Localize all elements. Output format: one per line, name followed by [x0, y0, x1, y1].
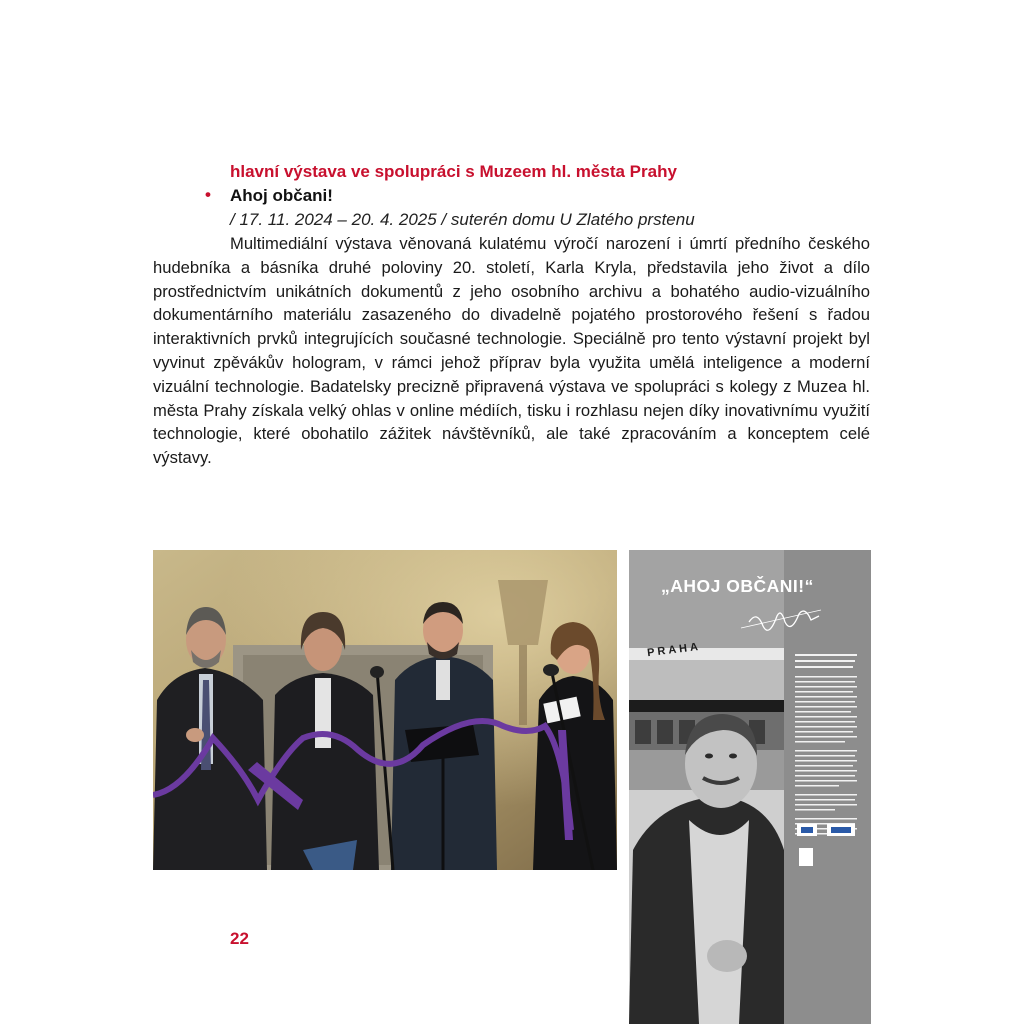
exhibition-dates-location: / 17. 11. 2024 – 20. 4. 2025 / suterén domu U Zlatého prstenu: [230, 210, 695, 229]
ribbon-cutting-photo: [153, 550, 617, 870]
page-number: 22: [230, 929, 249, 948]
poster-illustration: [629, 550, 871, 1024]
airport-sign: PRAHA: [646, 640, 702, 660]
exhibition-poster-photo: [629, 550, 871, 1024]
ribbon-cutting-illustration: [153, 550, 617, 870]
section-heading: hlavní výstava ve spolupráci s Muzeem hl. města Prahy: [230, 162, 677, 181]
bullet-marker: •: [205, 185, 211, 204]
exhibition-description: Multimediální výstava věnovaná kulatému výročí narození i úmrtí předního českého hudebníka a básníka druhé poloviny 20. století, Karla Kryla, představila jeho život a dílo prostřednictvím unikátních dokumentů z jeho osobního archivu a bohatého audio-vizuálního dokumentárního materiálu zasazeného do divadelně pojatého prostorového řešení s řadou interaktivních prvků integrujících současné technologie. Speciálně pro tento výstavní projekt byl vyvinut zpěvákův hologram, v rámci jehož příprav byla využita umělá inteligence a moderní vizuální technologie. Badatelsky precizně připravená výstava ve spolupráci s kolegy z Muzea hl. města Prahy získala velký ohlas v online médiích, tisku i rozhlasu nejen díky inovativnímu využití technologie, které obohatilo zážitek návštěvníků, ale také zpracováním a konceptem celé výstavy.: [153, 234, 870, 468]
poster-title: „AHOJ OBČANI!“: [661, 576, 814, 596]
exhibition-title: Ahoj občani!: [230, 186, 333, 205]
